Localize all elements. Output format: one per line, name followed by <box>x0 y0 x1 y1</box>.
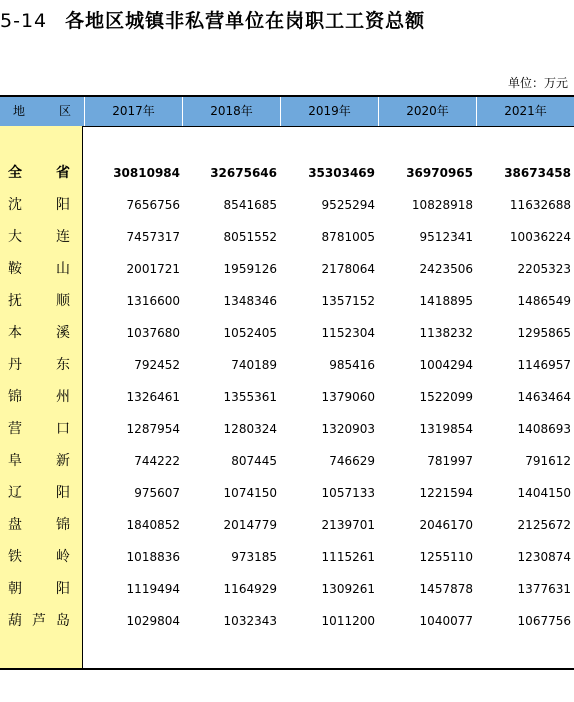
region-name <box>8 573 70 605</box>
value-cell-2018: 1074150 <box>223 486 277 500</box>
table-row <box>0 317 574 349</box>
value-cell-2019: 1115261 <box>321 550 375 564</box>
value-cell-2021: 1404150 <box>517 486 571 500</box>
value-cell-2020: 1319854 <box>419 422 473 436</box>
table-title: 各地区城镇非私营单位在岗职工工资总额 <box>65 10 426 32</box>
value-cell-2019: 746629 <box>329 454 375 468</box>
value-cell-2017: 1029804 <box>126 614 180 628</box>
region-name-char: 芦 <box>32 613 46 629</box>
value-cell-2017: 1018836 <box>126 550 180 564</box>
region-name-char: 本 <box>8 325 22 341</box>
value-cell-2018: 1280324 <box>223 422 277 436</box>
region-name-char: 锦 <box>8 389 22 405</box>
region-name-char: 州 <box>56 389 70 405</box>
value-cell-2021: 1146957 <box>517 358 571 372</box>
page-title <box>0 6 425 34</box>
table-row-total <box>0 157 574 189</box>
table-number: 5-14 <box>0 10 48 32</box>
value-cell-2021: 1486549 <box>517 294 571 308</box>
value-cell-2017: 1287954 <box>126 422 180 436</box>
value-cell-2019: 2139701 <box>321 518 375 532</box>
value-cell-2019: 1011200 <box>321 614 375 628</box>
region-name-char: 盘 <box>8 517 22 533</box>
region-name-char: 锦 <box>56 517 70 533</box>
region-name-char: 顺 <box>56 293 70 309</box>
value-cell-2019: 1057133 <box>321 486 375 500</box>
value-cell-2019: 1379060 <box>321 390 375 404</box>
table-row <box>0 509 574 541</box>
table-row <box>0 349 574 381</box>
value-cell-2021: 1377631 <box>517 582 571 596</box>
value-cell-2020: 1221594 <box>419 486 473 500</box>
value-cell-2019: 1309261 <box>321 582 375 596</box>
region-name-char: 阳 <box>56 581 70 597</box>
value-cell-2017: 975607 <box>134 486 180 500</box>
value-cell-2020: 1004294 <box>419 358 473 372</box>
region-name-char: 东 <box>56 357 70 373</box>
value-cell-2018: 8051552 <box>223 230 277 244</box>
value-cell-2020: 2046170 <box>419 518 473 532</box>
region-name-char: 抚 <box>8 293 22 309</box>
header-region <box>0 97 84 126</box>
value-cell-2018: 973185 <box>231 550 277 564</box>
region-name <box>8 221 70 253</box>
region-name <box>8 605 70 637</box>
header-region-char-2: 区 <box>59 104 72 118</box>
value-cell-2021: 1067756 <box>517 614 571 628</box>
value-cell-2021: 791612 <box>525 454 571 468</box>
value-cell-2020: 36970965 <box>406 166 473 180</box>
value-cell-2018: 1355361 <box>223 390 277 404</box>
header-year-2021: 2021年 <box>476 97 574 126</box>
value-cell-2020: 10828918 <box>411 198 473 212</box>
table-row <box>0 477 574 509</box>
value-cell-2018: 1959126 <box>223 262 277 276</box>
region-name <box>8 349 70 381</box>
value-cell-2020: 1522099 <box>419 390 473 404</box>
value-cell-2018: 2014779 <box>223 518 277 532</box>
value-cell-2021: 10036224 <box>509 230 571 244</box>
value-cell-2021: 11632688 <box>509 198 571 212</box>
region-name-char: 岛 <box>56 613 70 629</box>
region-name <box>8 157 70 189</box>
region-name-char: 阳 <box>56 485 70 501</box>
value-cell-2020: 1255110 <box>419 550 473 564</box>
value-cell-2019: 1152304 <box>321 326 375 340</box>
table-row <box>0 573 574 605</box>
value-cell-2018: 32675646 <box>210 166 277 180</box>
value-cell-2018: 1348346 <box>223 294 277 308</box>
header-year-2019: 2019年 <box>280 97 378 126</box>
region-name-char: 山 <box>56 261 70 277</box>
region-name-char: 营 <box>8 421 22 437</box>
region-name-char: 大 <box>8 229 22 245</box>
table-row <box>0 445 574 477</box>
region-name-char: 鞍 <box>8 261 22 277</box>
table-row <box>0 605 574 637</box>
value-cell-2021: 2125672 <box>517 518 571 532</box>
value-cell-2017: 7656756 <box>126 198 180 212</box>
value-cell-2021: 1463464 <box>517 390 571 404</box>
value-cell-2019: 9525294 <box>321 198 375 212</box>
value-cell-2017: 744222 <box>134 454 180 468</box>
table-row <box>0 413 574 445</box>
value-cell-2017: 1316600 <box>126 294 180 308</box>
value-cell-2017: 30810984 <box>113 166 180 180</box>
value-cell-2021: 38673458 <box>504 166 571 180</box>
region-name-char: 岭 <box>56 549 70 565</box>
value-cell-2018: 8541685 <box>223 198 277 212</box>
table-row <box>0 221 574 253</box>
value-cell-2021: 1408693 <box>517 422 571 436</box>
region-name-char: 丹 <box>8 357 22 373</box>
region-name <box>8 445 70 477</box>
header-year-2020: 2020年 <box>378 97 476 126</box>
value-cell-2018: 807445 <box>231 454 277 468</box>
value-cell-2020: 1138232 <box>419 326 473 340</box>
region-name-char: 口 <box>56 421 70 437</box>
value-cell-2017: 7457317 <box>126 230 180 244</box>
header-year-2018: 2018年 <box>182 97 280 126</box>
region-name-char: 全 <box>8 165 22 181</box>
table-header <box>0 97 574 126</box>
region-name <box>8 253 70 285</box>
table-row <box>0 381 574 413</box>
region-name <box>8 381 70 413</box>
header-year-2017: 2017年 <box>84 97 182 126</box>
value-cell-2020: 1457878 <box>419 582 473 596</box>
value-cell-2017: 1326461 <box>126 390 180 404</box>
value-cell-2020: 1040077 <box>419 614 473 628</box>
value-cell-2019: 35303469 <box>308 166 375 180</box>
region-name-char: 沈 <box>8 197 22 213</box>
region-name-char: 铁 <box>8 549 22 565</box>
value-cell-2020: 781997 <box>427 454 473 468</box>
value-cell-2017: 1119494 <box>126 582 180 596</box>
region-name <box>8 477 70 509</box>
region-name-char: 省 <box>56 165 70 181</box>
table-row <box>0 189 574 221</box>
region-name-char: 阜 <box>8 453 22 469</box>
value-cell-2020: 2423506 <box>419 262 473 276</box>
region-name-char: 新 <box>56 453 70 469</box>
region-name-char: 辽 <box>8 485 22 501</box>
value-cell-2018: 1164929 <box>223 582 277 596</box>
region-name <box>8 541 70 573</box>
table-row <box>0 253 574 285</box>
data-table <box>0 95 574 670</box>
region-name-char: 溪 <box>56 325 70 341</box>
value-cell-2017: 2001721 <box>126 262 180 276</box>
region-name <box>8 285 70 317</box>
value-cell-2020: 1418895 <box>419 294 473 308</box>
region-name-char: 连 <box>56 229 70 245</box>
value-cell-2020: 9512341 <box>419 230 473 244</box>
header-region-char-1: 地 <box>12 104 25 118</box>
region-name <box>8 317 70 349</box>
value-cell-2019: 2178064 <box>321 262 375 276</box>
region-name <box>8 413 70 445</box>
value-cell-2019: 8781005 <box>321 230 375 244</box>
region-name <box>8 189 70 221</box>
table-row <box>0 541 574 573</box>
region-name-char: 朝 <box>8 581 22 597</box>
region-name-char: 阳 <box>56 197 70 213</box>
value-cell-2017: 792452 <box>134 358 180 372</box>
value-cell-2018: 740189 <box>231 358 277 372</box>
value-cell-2021: 2205323 <box>517 262 571 276</box>
value-cell-2021: 1230874 <box>517 550 571 564</box>
value-cell-2017: 1840852 <box>126 518 180 532</box>
region-name <box>8 509 70 541</box>
region-name-char: 葫 <box>8 613 22 629</box>
value-cell-2017: 1037680 <box>126 326 180 340</box>
header-bottom-rule <box>0 126 574 127</box>
value-cell-2018: 1032343 <box>223 614 277 628</box>
value-cell-2021: 1295865 <box>517 326 571 340</box>
table-row <box>0 285 574 317</box>
table-bottom-rule <box>0 668 574 670</box>
value-cell-2019: 1320903 <box>321 422 375 436</box>
value-cell-2018: 1052405 <box>223 326 277 340</box>
value-cell-2019: 1357152 <box>321 294 375 308</box>
unit-label: 单位：万元 <box>507 76 568 90</box>
value-cell-2019: 985416 <box>329 358 375 372</box>
